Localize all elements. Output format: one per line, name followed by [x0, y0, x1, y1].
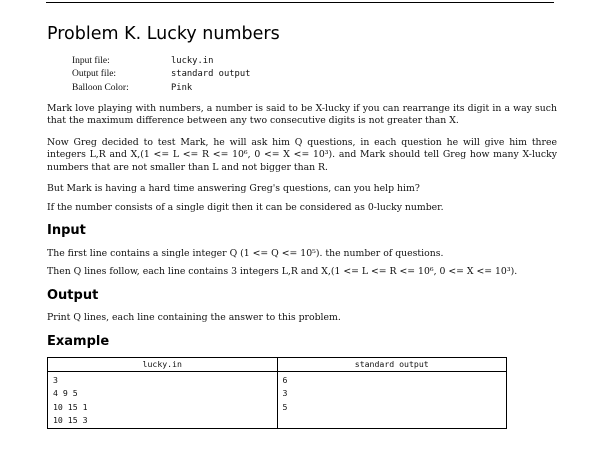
input-paragraph-2: Then Q lines follow, each line contains 3 integers L,R and X,(1 <= L <= R <= 10⁶, 0 <= X <= 10³).	[47, 266, 518, 277]
meta-label: Input file:	[72, 56, 110, 66]
example-input-body	[48, 372, 277, 428]
meta-row-input-file	[72, 54, 250, 67]
example-table	[47, 357, 507, 429]
example-input-header: lucky.in	[48, 358, 277, 372]
example-input-line: 3	[53, 375, 58, 385]
example-input-line: 10 15 3	[53, 415, 88, 426]
meta-row-balloon-color	[72, 81, 250, 94]
meta-row-output-file	[72, 67, 250, 80]
input-paragraph-1: The first line contains a single integer Q (1 <= Q <= 10⁵). the number of questions.	[47, 248, 444, 259]
problem-title: Problem K. Lucky numbers	[47, 24, 280, 44]
meta-label: Balloon Color:	[72, 82, 129, 93]
example-output-body	[278, 372, 507, 414]
example-output-column	[278, 358, 507, 428]
meta-value: standard output	[171, 69, 251, 80]
statement-paragraph-3: But Mark is having a hard time answering Greg's questions, can you help him?	[47, 183, 420, 194]
statement-paragraph-2: Now Greg decided to test Mark, he will ask him Q questions, in each question he will give him three integers L,R and X,(1 <= L <= R <= 10⁶, 0 <= X <= 10³). and Mark should tell Greg how many X-lucky numbers that are not smaller than L and not bigger than R.	[47, 137, 557, 173]
input-heading: Input	[47, 223, 86, 238]
meta-value: lucky.in	[171, 56, 214, 66]
output-paragraph: Print Q lines, each line containing the answer to this problem.	[47, 312, 341, 323]
example-heading: Example	[47, 334, 110, 349]
example-input-line: 10 15 1	[53, 401, 88, 412]
meta-label: Output file:	[72, 69, 117, 80]
statement-paragraph-4: If the number consists of a single digit then it can be considered as 0-lucky number.	[47, 202, 444, 213]
top-rule	[46, 2, 554, 3]
example-input-line: 4 9 5	[53, 388, 78, 399]
output-heading: Output	[47, 288, 99, 303]
example-output-line: 3	[282, 388, 288, 399]
example-output-header: standard output	[278, 358, 507, 372]
meta-value: Pink	[171, 82, 193, 93]
example-input-column	[48, 358, 278, 428]
problem-meta	[72, 54, 250, 94]
example-output-line: 5	[282, 401, 288, 412]
example-output-line: 6	[282, 375, 288, 385]
statement-paragraph-1: Mark love playing with numbers, a number is said to be X-lucky if you can rearrange its digit in a way such that the maximum difference between any two consecutive digits is not greater than X.	[47, 103, 557, 127]
